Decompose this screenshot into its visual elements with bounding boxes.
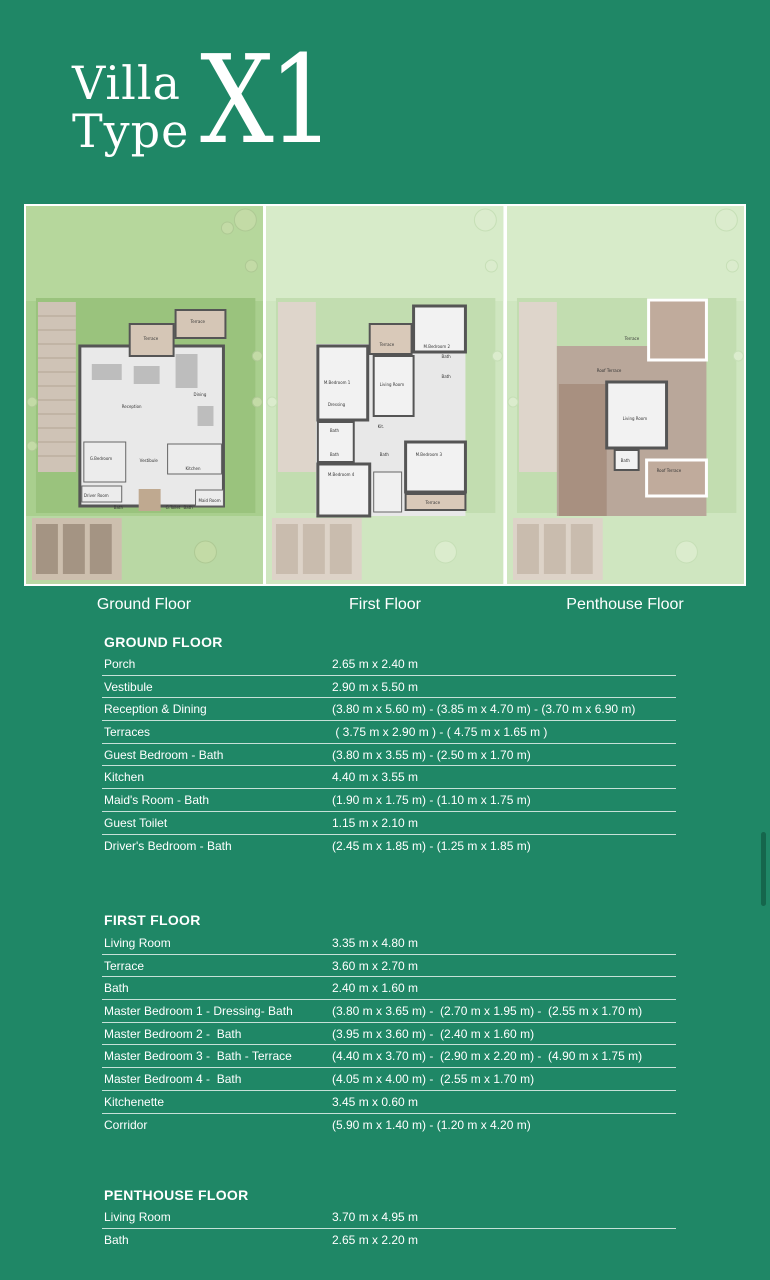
room-label: Terrace bbox=[380, 341, 395, 348]
room-label: Living Room bbox=[622, 415, 647, 422]
floor-label-first: First Floor bbox=[349, 596, 421, 613]
room-name: Driver's Bedroom - Bath bbox=[104, 838, 232, 853]
table-row bbox=[102, 835, 676, 858]
room-size: (3.80 m x 5.60 m) - (3.85 m x 4.70 m) - (3.70 m x 6.90 m) bbox=[332, 702, 636, 717]
room-label: Living Room bbox=[380, 381, 405, 388]
ground-floor-plan bbox=[26, 206, 263, 584]
room-name: Reception & Dining bbox=[104, 702, 207, 717]
table-row bbox=[102, 698, 676, 721]
table-row bbox=[102, 1068, 676, 1091]
table-row bbox=[102, 1206, 676, 1229]
room-label: Kitchen bbox=[185, 465, 201, 472]
table-row bbox=[102, 1023, 676, 1046]
table-row bbox=[102, 812, 676, 835]
room-size: 2.40 m x 1.60 m bbox=[332, 981, 419, 996]
table-row bbox=[102, 1091, 676, 1114]
room-name: Terraces bbox=[104, 724, 151, 739]
room-label: Dining bbox=[193, 391, 207, 398]
room-label: Bath bbox=[113, 504, 124, 511]
room-size: 3.60 m x 2.70 m bbox=[332, 958, 419, 973]
room-label: Terrace bbox=[190, 318, 206, 325]
table-row bbox=[102, 977, 676, 1000]
spec-table-penthouse bbox=[102, 1206, 676, 1251]
room-size: 2.65 m x 2.20 m bbox=[332, 1233, 419, 1248]
table-row bbox=[102, 955, 676, 978]
room-label: Bath bbox=[330, 427, 340, 434]
room-label: Terrace bbox=[425, 499, 441, 506]
room-size: 3.35 m x 4.80 m bbox=[332, 935, 419, 950]
floor-plans bbox=[24, 204, 746, 586]
room-name: Guest Toilet bbox=[104, 815, 168, 830]
room-size: (5.90 m x 1.40 m) - (1.20 m x 4.20 m) bbox=[332, 1117, 531, 1132]
room-name: Kitchen bbox=[104, 770, 145, 785]
room-label: Bath bbox=[330, 451, 340, 458]
room-size: ( 3.75 m x 2.90 m ) - ( 4.75 m x 1.65 m ) bbox=[332, 724, 548, 739]
room-name: Master Bedroom 4 - Bath bbox=[104, 1071, 242, 1086]
room-label: M.Bedroom 3 bbox=[415, 451, 443, 458]
room-size: 2.65 m x 2.40 m bbox=[332, 656, 419, 671]
table-row bbox=[102, 676, 676, 699]
floor-label-ground: Ground Floor bbox=[96, 596, 192, 613]
room-name: Living Room bbox=[104, 1209, 171, 1224]
room-size: (3.80 m x 3.65 m) - (2.70 m x 1.95 m) - (2.55 m x 1.70 m) bbox=[332, 1003, 643, 1018]
room-size: 2.90 m x 5.50 m bbox=[332, 679, 419, 694]
penthouse-floor-plan bbox=[507, 206, 744, 584]
room-size: (3.95 m x 3.60 m) - (2.40 m x 1.60 m) bbox=[332, 1026, 535, 1041]
room-name: Terrace bbox=[104, 958, 145, 973]
room-label: M.Bedroom 2 bbox=[423, 343, 451, 350]
room-size: (4.40 m x 3.70 m) - (2.90 m x 2.20 m) - (4.90 m x 1.75 m) bbox=[332, 1049, 643, 1064]
room-size: 3.45 m x 0.60 m bbox=[332, 1094, 419, 1109]
room-label: G.Toilet bbox=[165, 504, 181, 511]
floor-label-penthouse: Penthouse Floor bbox=[566, 596, 684, 613]
room-name: Guest Bedroom - Bath bbox=[104, 747, 224, 762]
room-label: Maid Room bbox=[198, 497, 221, 504]
first-floor-plan bbox=[266, 206, 503, 584]
room-label: Bath bbox=[183, 504, 193, 511]
room-name: Vestibule bbox=[104, 679, 153, 694]
room-label: Kit. bbox=[378, 423, 385, 430]
table-row bbox=[102, 721, 676, 744]
room-label: Bath bbox=[441, 373, 452, 380]
section-title-first: FIRST FLOOR bbox=[104, 912, 201, 928]
room-name: Master Bedroom 2 - Bath bbox=[104, 1026, 242, 1041]
room-size: (3.80 m x 3.55 m) - (2.50 m x 1.70 m) bbox=[332, 747, 531, 762]
table-row bbox=[102, 789, 676, 812]
room-size: (2.45 m x 1.85 m) - (1.25 m x 1.85 m) bbox=[332, 838, 531, 853]
room-label: Bath bbox=[620, 457, 630, 464]
room-name: Porch bbox=[104, 656, 136, 671]
room-name: Maid's Room - Bath bbox=[104, 792, 209, 807]
villa-title bbox=[72, 29, 392, 171]
table-row bbox=[102, 766, 676, 789]
title-type: Type bbox=[72, 104, 190, 158]
room-label: Bath bbox=[380, 451, 390, 458]
room-label: M.Bedroom 4 bbox=[328, 471, 355, 478]
title-villa: Villa bbox=[72, 56, 181, 110]
section-title-penthouse: PENTHOUSE FLOOR bbox=[104, 1187, 249, 1203]
table-row bbox=[102, 1000, 676, 1023]
room-label: Vestibule bbox=[139, 457, 158, 464]
scrollbar[interactable] bbox=[761, 832, 766, 906]
room-label: Bath bbox=[441, 353, 452, 360]
room-name: Kitchenette bbox=[104, 1094, 165, 1109]
room-label: Dressing bbox=[328, 401, 346, 408]
room-label: Terrace bbox=[143, 335, 159, 342]
room-size: 1.15 m x 2.10 m bbox=[332, 815, 419, 830]
room-size: (4.05 m x 4.00 m) - (2.55 m x 1.70 m) bbox=[332, 1071, 535, 1086]
room-size: (1.90 m x 1.75 m) - (1.10 m x 1.75 m) bbox=[332, 792, 531, 807]
table-row bbox=[102, 1045, 676, 1068]
room-name: Master Bedroom 3 - Bath - Terrace bbox=[104, 1049, 292, 1064]
title-code: X1 bbox=[200, 29, 330, 171]
room-name: Bath bbox=[104, 1233, 129, 1248]
room-name: Corridor bbox=[104, 1117, 148, 1132]
spec-table-ground bbox=[102, 653, 676, 857]
room-label: M.Bedroom 1 bbox=[324, 379, 351, 386]
room-name: Bath bbox=[104, 981, 129, 996]
table-row bbox=[102, 1229, 676, 1252]
room-name: Master Bedroom 1 - Dressing- Bath bbox=[104, 1003, 293, 1018]
room-name: Living Room bbox=[104, 935, 171, 950]
room-label: Terrace bbox=[624, 335, 639, 342]
room-label: Reception bbox=[121, 403, 142, 410]
table-row bbox=[102, 653, 676, 676]
room-label: Driver Room bbox=[83, 492, 109, 499]
room-label: G.Bedroom bbox=[89, 455, 113, 462]
spec-table-first bbox=[102, 932, 676, 1136]
table-row bbox=[102, 932, 676, 955]
section-title-ground: GROUND FLOOR bbox=[104, 634, 223, 650]
room-label: Roof Terrace bbox=[596, 367, 622, 374]
room-size: 3.70 m x 4.95 m bbox=[332, 1209, 419, 1224]
room-label: Roof Terrace bbox=[656, 467, 681, 474]
table-row bbox=[102, 744, 676, 767]
table-row bbox=[102, 1114, 676, 1137]
room-size: 4.40 m x 3.55 m bbox=[332, 770, 419, 785]
